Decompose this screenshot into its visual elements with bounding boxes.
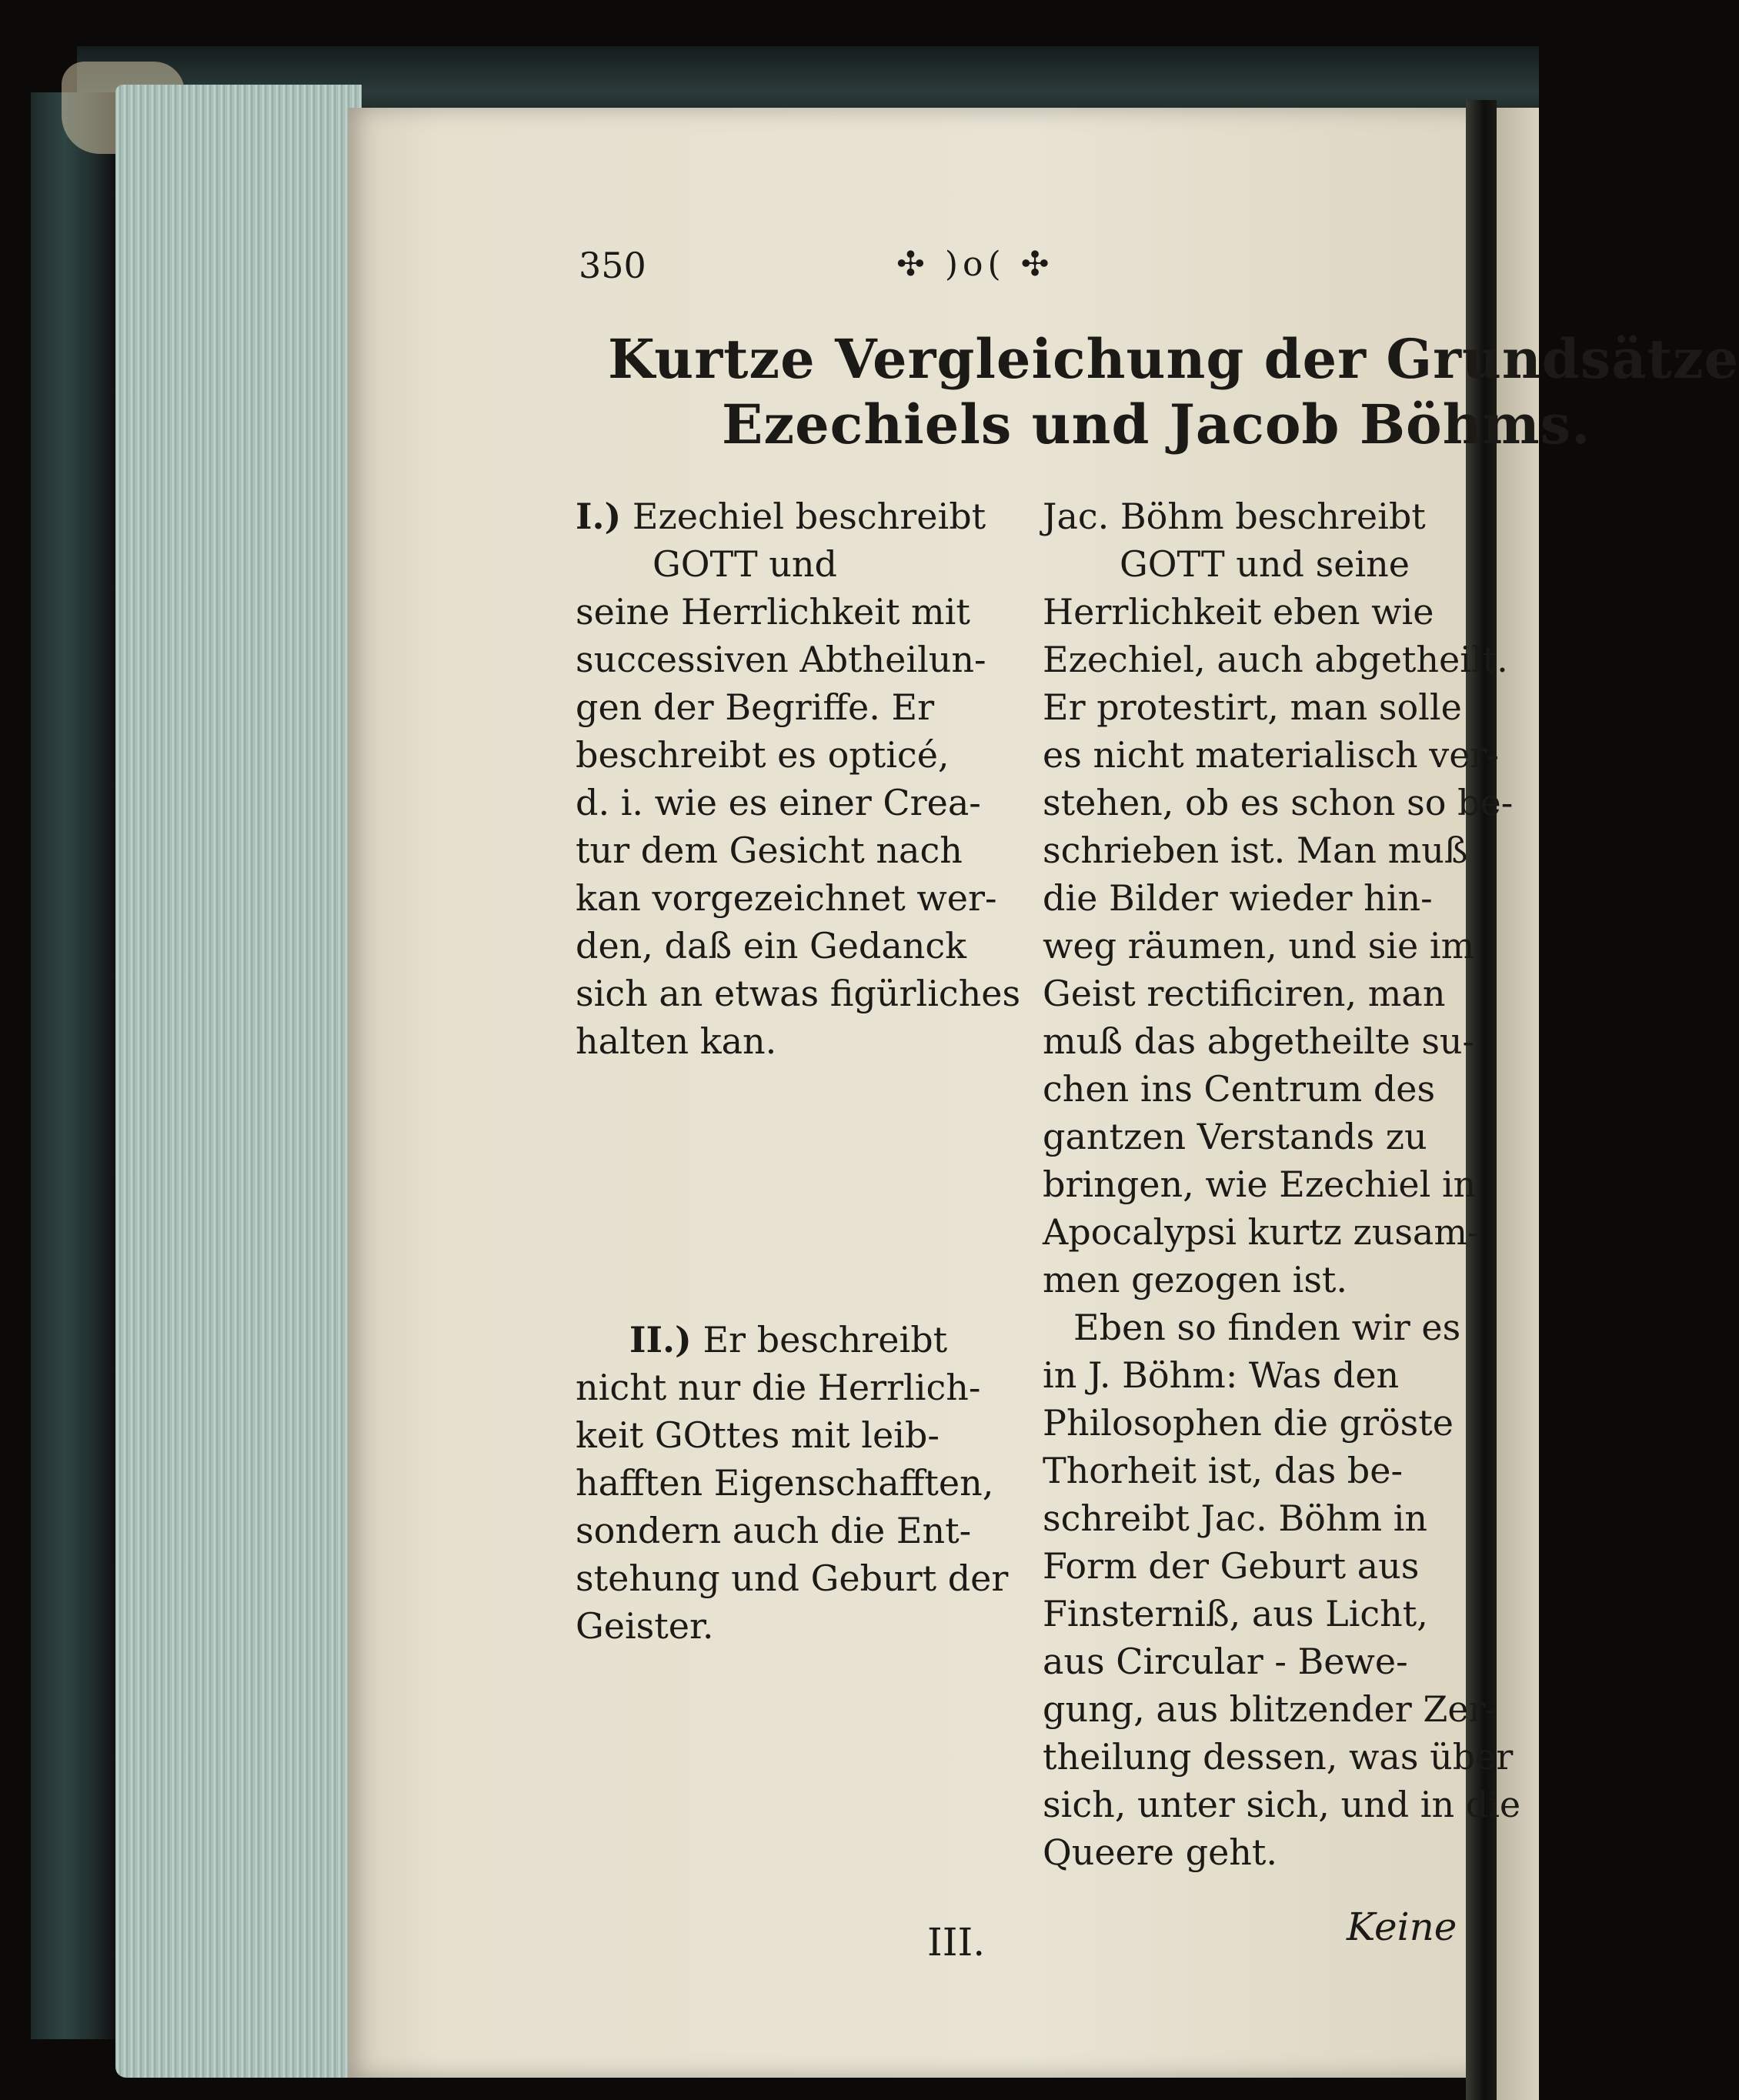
- text-line: nicht nur die Herrlich-: [576, 1367, 981, 1408]
- page-edges: [115, 85, 362, 2078]
- text-line: sich an etwas figürliches: [576, 973, 1021, 1014]
- text-line: es nicht materialisch ver-: [1043, 734, 1499, 776]
- text-line: sich, unter sich, und in die: [1043, 1784, 1521, 1825]
- text-line: d. i. wie es einer Crea-: [576, 782, 981, 823]
- text-line: stehung und Geburt der: [576, 1557, 1009, 1599]
- text-line: sondern auch die Ent-: [576, 1510, 972, 1551]
- text-line: hafften Eigenschafften,: [576, 1462, 994, 1504]
- text-line: kan vorgezeichnet wer-: [576, 877, 997, 919]
- text-line: chen ins Centrum des: [1043, 1068, 1436, 1110]
- text-line: stehen, ob es schon so be-: [1043, 782, 1514, 823]
- text-line: GOTT und: [653, 543, 837, 585]
- page-number: 350: [579, 245, 646, 286]
- text-line: Er beschreibt: [703, 1319, 948, 1360]
- text-line: Thorheit ist, das be-: [1043, 1450, 1404, 1491]
- left-section-1: [576, 492, 1020, 1065]
- catchword: Keine: [1347, 1905, 1457, 1949]
- text-line: Finsterniß, aus Licht,: [1043, 1593, 1428, 1634]
- text-line: Herrlichkeit eben wie: [1043, 591, 1434, 633]
- page-title-line-2: Ezechiels und Jacob Böhms.: [722, 392, 1591, 456]
- section-number: I.): [576, 496, 622, 537]
- right-column: [1043, 492, 1520, 1876]
- text-line: muß das abgetheilte su-: [1043, 1020, 1475, 1062]
- text-line: Geister.: [576, 1605, 714, 1647]
- text-line: gantzen Verstands zu: [1043, 1116, 1427, 1157]
- text-line: gen der Begriffe. Er: [576, 686, 935, 728]
- text-line: aus Circular - Bewe-: [1043, 1641, 1408, 1682]
- text-line: Ezechiel beschreibt: [632, 496, 986, 537]
- text-line: gung, aus blitzender Zer-: [1043, 1688, 1498, 1730]
- text-line: in J. Böhm: Was den: [1043, 1354, 1400, 1396]
- text-line: Jac. Böhm beschreibt: [1043, 496, 1426, 537]
- header-ornament: ✣ )o( ✣: [896, 245, 1054, 284]
- text-line: theilung dessen, was über: [1043, 1736, 1514, 1778]
- text-line: GOTT und seine: [1120, 543, 1410, 585]
- text-line: successiven Abtheilun-: [576, 639, 986, 680]
- text-line: Form der Geburt aus: [1043, 1545, 1420, 1587]
- text-line: weg räumen, und sie im: [1043, 925, 1475, 967]
- text-line: halten kan.: [576, 1020, 777, 1062]
- text-line: schreibt Jac. Böhm in: [1043, 1497, 1428, 1539]
- text-line: schrieben ist. Man muß: [1043, 830, 1468, 871]
- text-line: seine Herrlichkeit mit: [576, 591, 970, 633]
- text-line: Queere geht.: [1043, 1831, 1278, 1873]
- page-title-line-1: Kurtze Vergleichung der Grundsätze: [608, 327, 1739, 391]
- section-2-first-line: [576, 1316, 1008, 1364]
- text-line: Ezechiel, auch abgetheilt.: [1043, 639, 1508, 680]
- catchword-section: III.: [927, 1920, 986, 1965]
- text-line: Philosophen die gröste: [1043, 1402, 1454, 1444]
- text-line: die Bilder wieder hin-: [1043, 877, 1433, 919]
- text-line: beschreibt es opticé,: [576, 734, 950, 776]
- section-number: II.): [629, 1319, 692, 1360]
- book-cover-spine: [31, 92, 115, 2039]
- text-line: keit GOttes mit leib-: [576, 1414, 940, 1456]
- text-line: bringen, wie Ezechiel in: [1043, 1164, 1477, 1205]
- text-line: Eben so finden wir es: [1073, 1307, 1461, 1348]
- left-section-2: [576, 1316, 1008, 1650]
- text-line: tur dem Gesicht nach: [576, 830, 963, 871]
- text-line: Er protestirt, man solle: [1043, 686, 1462, 728]
- section-1-first-line: [576, 492, 1020, 540]
- text-line: men gezogen ist.: [1043, 1259, 1348, 1300]
- text-line: Apocalypsi kurtz zusam-: [1043, 1211, 1480, 1253]
- text-line: den, daß ein Gedanck: [576, 925, 967, 967]
- text-line: Geist rectificiren, man: [1043, 973, 1446, 1014]
